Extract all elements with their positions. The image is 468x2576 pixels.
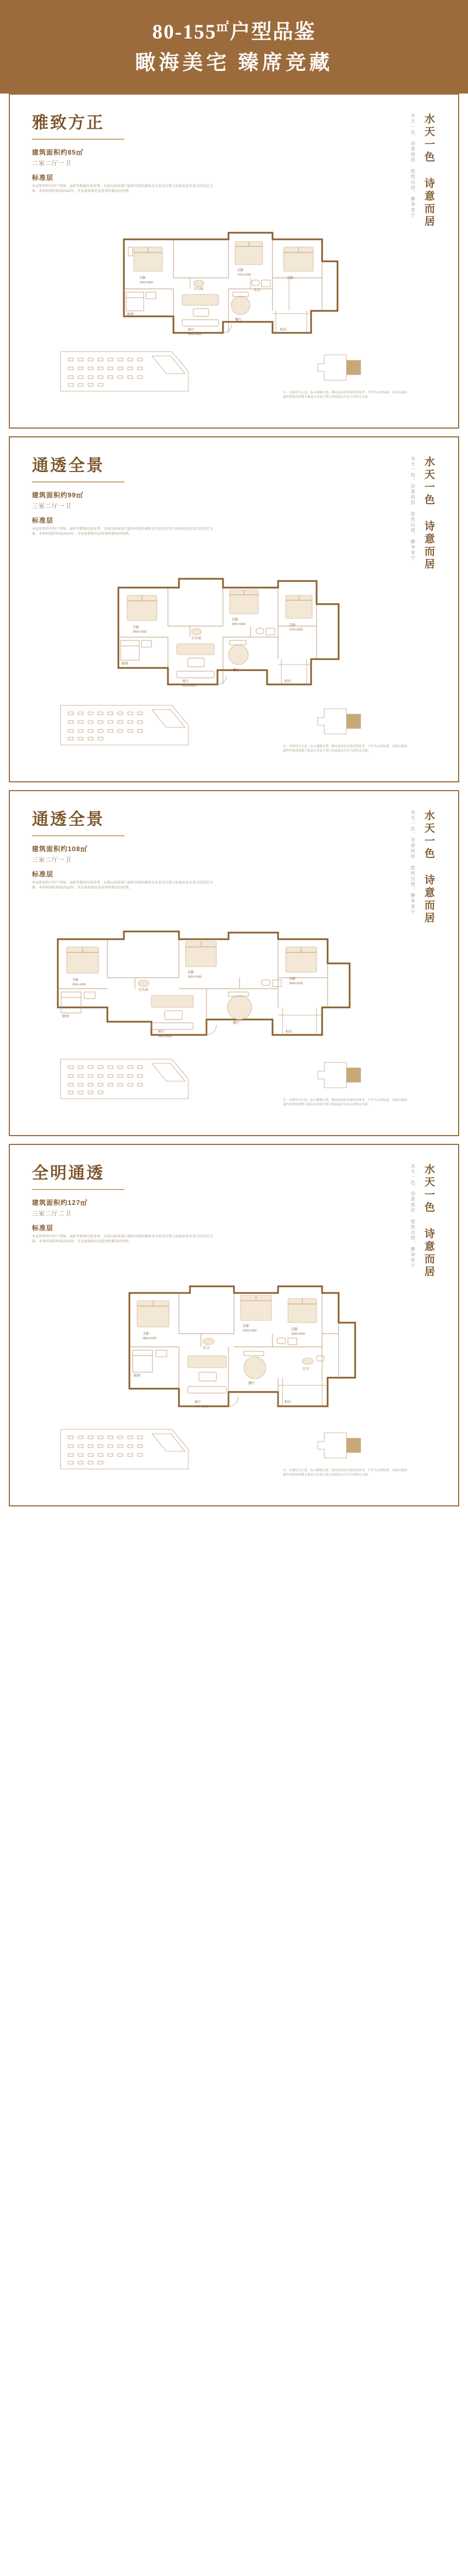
svg-text:客厅: 客厅 — [158, 1030, 165, 1034]
svg-text:4200×4500: 4200×4500 — [182, 684, 197, 688]
section-frame — [9, 94, 459, 429]
unit-area: 建筑面积约99㎡ — [32, 491, 84, 499]
svg-text:次卧: 次卧 — [243, 1324, 250, 1328]
unit-floor: 标准层 — [32, 870, 54, 878]
title-underline — [32, 1189, 124, 1190]
svg-text:3900×4200: 3900×4200 — [188, 332, 202, 336]
svg-text:阳台: 阳台 — [285, 1400, 292, 1404]
floorplan-99-svg — [80, 571, 388, 698]
floorplan-108-svg — [41, 925, 427, 1051]
bottom-row — [32, 1422, 436, 1492]
section-frame — [9, 1144, 459, 1506]
section-frame — [9, 436, 459, 782]
unit-disclaimer: 本宣传资料中的户型图、面积等数据仅供参考，具体以政府部门最终审批的图纸及买卖双方签订的商品房买卖合同约定为准。本资料制作时间2023年，开发商保留对宣传资料修改的权利。 — [32, 881, 213, 890]
key-plan-127 — [283, 1427, 410, 1478]
svg-text:阳台: 阳台 — [286, 1030, 293, 1034]
svg-text:厨房: 厨房 — [134, 1374, 141, 1378]
key-plan-svg — [313, 703, 379, 738]
site-plan-svg — [58, 703, 191, 747]
poem-sub: 水天一色，诗意而居 悠然自得，静享安宁 — [410, 456, 416, 561]
svg-text:次卧: 次卧 — [289, 623, 296, 627]
key-plan-note: 注：本图仅为示意，标示楼栋位置、朝向及周边环境仅供参考，不作为交付标准，具体以政府最终审批的规划方案及买卖双方签订的商品房买卖合同约定为准。 — [283, 744, 407, 753]
svg-text:客厅: 客厅 — [194, 1400, 202, 1404]
floorplan-127-svg — [80, 1279, 388, 1422]
svg-text:卫生间: 卫生间 — [193, 287, 204, 291]
svg-text:餐厅: 餐厅 — [235, 318, 242, 322]
svg-text:主卫: 主卫 — [302, 1367, 309, 1371]
poem-block — [409, 1164, 436, 1279]
svg-text:3000×3400: 3000×3400 — [291, 1332, 306, 1336]
section-frame — [9, 790, 459, 1136]
svg-text:次卧: 次卧 — [188, 971, 195, 974]
poem-block — [409, 810, 436, 925]
header-area-range: 80-155 — [152, 21, 217, 43]
unit-area: 建筑面积约127㎡ — [32, 1198, 88, 1207]
bottom-row — [32, 344, 436, 414]
svg-text:3800×4200: 3800×4200 — [143, 1336, 157, 1340]
poem-main: 水天一色 诗意而居 — [423, 809, 434, 925]
section-unit-99 — [0, 436, 468, 782]
key-plan-note: 注：本图仅为示意，标示楼栋位置、朝向及周边环境仅供参考，不作为交付标准，具体以政府最终审批的规划方案及买卖双方签订的商品房买卖合同约定为准。 — [283, 391, 407, 399]
key-plan-85 — [283, 349, 410, 400]
svg-text:2800×3300: 2800×3300 — [232, 622, 246, 626]
svg-text:3000×3400: 3000×3400 — [188, 975, 202, 979]
svg-text:3200×3600: 3200×3600 — [243, 1329, 257, 1333]
poem-main: 水天一色 诗意而居 — [423, 456, 434, 571]
header-unit: ㎡ — [216, 20, 230, 34]
svg-text:餐厅: 餐厅 — [248, 1382, 255, 1385]
section-title: 雅致方正 — [32, 113, 105, 132]
unit-floor: 标准层 — [32, 516, 54, 524]
svg-text:次卧: 次卧 — [291, 1328, 298, 1331]
svg-text:4800×5200: 4800×5200 — [194, 1405, 209, 1408]
poem-sub: 水天一色，诗意而居 悠然自得，静享安宁 — [410, 113, 416, 218]
svg-text:次卧: 次卧 — [287, 276, 294, 280]
section-unit-127 — [0, 1144, 468, 1506]
svg-text:餐厅: 餐厅 — [233, 668, 240, 672]
svg-text:3400×3900: 3400×3900 — [133, 630, 147, 634]
svg-text:客厅: 客厅 — [182, 679, 189, 683]
unit-rooms: 三室二厅一卫 — [32, 856, 72, 863]
page-header — [0, 0, 468, 94]
svg-text:3300×3600: 3300×3600 — [139, 281, 154, 284]
section-unit-85 — [0, 94, 468, 429]
svg-text:卫生间: 卫生间 — [191, 637, 202, 640]
bottom-row — [32, 1051, 436, 1122]
poem-block — [409, 456, 436, 571]
svg-text:主卧: 主卧 — [133, 626, 140, 629]
svg-text:4500×4800: 4500×4800 — [158, 1034, 172, 1038]
poem-main: 水天一色 诗意而居 — [423, 113, 434, 228]
poem-sub: 水天一色，诗意而居 悠然自得，静享安宁 — [410, 1163, 416, 1269]
svg-text:2700×3300: 2700×3300 — [237, 273, 252, 277]
svg-text:厨房: 厨房 — [122, 662, 129, 666]
header-line-1 — [0, 19, 468, 46]
svg-text:阳台: 阳台 — [280, 328, 287, 332]
svg-text:次卧: 次卧 — [237, 268, 244, 272]
section-title: 通透全景 — [32, 456, 105, 475]
section-unit-108 — [0, 790, 468, 1136]
poem-main: 水天一色 诗意而居 — [423, 1163, 434, 1279]
svg-text:厨房: 厨房 — [127, 313, 134, 316]
svg-text:次卧: 次卧 — [289, 977, 296, 981]
unit-rooms: 三室二厅一卫 — [32, 502, 72, 509]
section-title: 全明通透 — [32, 1164, 105, 1182]
floorplan-127 — [32, 1279, 436, 1422]
site-plan-127 — [58, 1427, 191, 1474]
site-plan-99 — [58, 703, 191, 750]
title-underline — [32, 139, 124, 140]
poem-sub: 水天一色，诗意而居 悠然自得，静享安宁 — [410, 809, 416, 915]
bottom-row — [32, 698, 436, 768]
svg-text:2700×3000: 2700×3000 — [289, 628, 303, 632]
key-plan-108 — [283, 1057, 410, 1108]
svg-text:次卧: 次卧 — [232, 618, 239, 622]
header-line-2: 瞰海美宅 臻席竞藏 — [135, 51, 333, 74]
key-plan-99 — [283, 703, 410, 754]
svg-text:主卧: 主卧 — [72, 978, 79, 982]
poem-block — [409, 113, 436, 228]
unit-disclaimer: 本宣传资料中的户型图、面积等数据仅供参考，具体以政府部门最终审批的图纸及买卖双方签订的商品房买卖合同约定为准。本资料制作时间2023年，开发商保留对宣传资料修改的权利。 — [32, 184, 213, 193]
unit-rooms: 二室二厅一卫 — [32, 160, 72, 167]
unit-area: 建筑面积约85㎡ — [32, 148, 84, 156]
header-line-1-suffix: 户型品鉴 — [230, 21, 316, 43]
title-underline — [32, 481, 124, 483]
floorplan-108 — [32, 925, 436, 1051]
svg-text:次卫: 次卫 — [203, 1346, 210, 1350]
floorplan-85-svg — [91, 228, 377, 344]
key-plan-note: 注：本图仅为示意，标示楼栋位置、朝向及周边环境仅供参考，不作为交付标准，具体以政府最终审批的规划方案及买卖双方签订的商品房买卖合同约定为准。 — [283, 1468, 407, 1477]
unit-floor: 标准层 — [32, 1224, 54, 1232]
unit-rooms: 三室二厅二卫 — [32, 1210, 72, 1217]
key-plan-note: 注：本图仅为示意，标示楼栋位置、朝向及周边环境仅供参考，不作为交付标准，具体以政府最终审批的规划方案及买卖双方签订的商品房买卖合同约定为准。 — [283, 1098, 407, 1107]
svg-text:2800×3200: 2800×3200 — [289, 982, 303, 985]
svg-text:厨房: 厨房 — [62, 1015, 69, 1018]
unit-disclaimer: 本宣传资料中的户型图、面积等数据仅供参考，具体以政府部门最终审批的图纸及买卖双方签订的商品房买卖合同约定为准。本资料制作时间2023年，开发商保留对宣传资料修改的权利。 — [32, 1235, 213, 1243]
title-underline — [32, 835, 124, 836]
site-plan-108 — [58, 1057, 191, 1104]
svg-text:卫生间: 卫生间 — [138, 988, 149, 992]
unit-floor: 标准层 — [32, 173, 54, 182]
svg-text:餐厅: 餐厅 — [233, 1021, 240, 1025]
unit-area: 建筑面积约108㎡ — [32, 845, 88, 853]
section-title: 通透全景 — [32, 810, 105, 829]
key-plan-svg — [313, 349, 379, 385]
floorplan-85 — [32, 228, 436, 344]
svg-text:3600×4000: 3600×4000 — [72, 983, 86, 986]
site-plan-svg — [58, 1057, 191, 1101]
site-plan-svg — [58, 1427, 191, 1471]
floorplan-99 — [32, 571, 436, 698]
svg-text:客厅: 客厅 — [188, 328, 195, 332]
unit-disclaimer: 本宣传资料中的户型图、面积等数据仅供参考，具体以政府部门最终审批的图纸及买卖双方签订的商品房买卖合同约定为准。本资料制作时间2023年，开发商保留对宣传资料修改的权利。 — [32, 527, 213, 536]
key-plan-svg — [313, 1057, 379, 1092]
key-plan-svg — [313, 1427, 379, 1462]
svg-text:主卧: 主卧 — [143, 1332, 150, 1336]
site-plan-85 — [58, 349, 191, 396]
svg-text:玄关: 玄关 — [254, 288, 261, 292]
svg-text:主卧: 主卧 — [139, 276, 146, 280]
svg-text:阳台: 阳台 — [285, 679, 292, 683]
site-plan-svg — [58, 349, 191, 393]
